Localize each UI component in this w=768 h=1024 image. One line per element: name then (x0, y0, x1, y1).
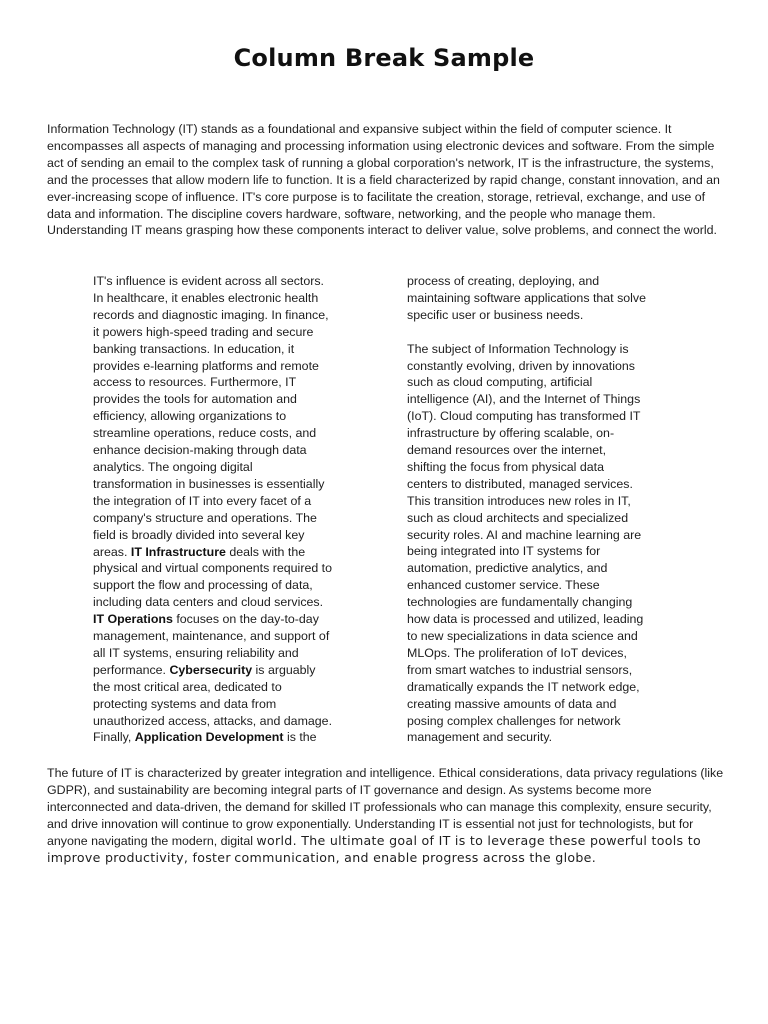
intro-line: science. It encompasses all aspects of managing and processing information using electronic devices and (47, 122, 672, 153)
outro-line: regulations (like GDPR), and sustainability are becoming integral parts of IT governance and design. As (47, 766, 724, 797)
left-line: streamline operations, reduce costs, and (93, 426, 317, 441)
term-application-development: Application Development (134, 730, 284, 745)
left-line: management, maintenance, and support of (93, 629, 330, 644)
outro-line: The future of IT is characterized by greater integration and intelligence. Ethical considerations, data privacy (47, 766, 633, 780)
right-column-paragraph-1 (407, 273, 679, 324)
right-line: infrastructure by offering scalable, on- (407, 426, 615, 441)
left-line: the most critical area, dedicated to (93, 679, 282, 694)
left-line-text: focuses on the day-to-day (172, 612, 319, 627)
left-line: unauthorized access, attacks, and damage. (93, 713, 333, 728)
left-line: In healthcare, it enables electronic health (93, 290, 319, 305)
outro-line: Understanding IT is essential not just for technologists, but for anyone navigating the modern, digital (47, 816, 694, 848)
right-line: automation, predictive analytics, and (407, 561, 608, 576)
right-line: (IoT). Cloud computing has transformed IT (407, 409, 641, 424)
right-line: process of creating, deploying, and (407, 274, 600, 288)
left-line: company's structure and operations. The (93, 510, 317, 525)
term-cybersecurity: Cybersecurity (169, 662, 253, 677)
left-line-text: deals with the (225, 544, 306, 559)
left-line: IT's influence is evident across all sectors. (93, 274, 324, 288)
intro-line: grasping how these components interact to deliver value, solve problems, and connect the world. (185, 223, 717, 238)
intro-line: purpose is to facilitate the creation, storage, retrieval, exchange, and use of data and information. The (47, 189, 706, 221)
left-line: banking transactions. In education, it (93, 341, 295, 356)
right-line: creating massive amounts of data and (407, 696, 617, 711)
right-line: to new specializations in data science and (407, 629, 638, 644)
left-column-paragraph (93, 273, 365, 746)
right-line: specific user or business needs. (407, 307, 584, 322)
left-line: provides e-learning platforms and remote (93, 358, 319, 373)
right-line: such as cloud architects and specialized (407, 510, 629, 525)
right-line: centers to distributed, managed services. (407, 476, 633, 491)
left-line-text: is the (283, 730, 317, 745)
left-line: records and diagnostic imaging. In finance, (93, 307, 329, 322)
right-line: The subject of Information Technology is (407, 341, 629, 356)
outro-line: communication, and enable progress across the globe. (234, 849, 597, 865)
page-title: Column Break Sample (233, 44, 535, 72)
outro-line: manage this complexity, ensure security, and drive innovation will continue to grow exponentially. (47, 799, 712, 831)
left-line (93, 544, 365, 561)
right-line: MLOps. The proliferation of IoT devices, (407, 645, 627, 660)
left-line (93, 662, 365, 679)
left-line: efficiency, allowing organizations to (93, 409, 287, 424)
term-it-operations: IT Operations (93, 612, 173, 627)
right-line: management and security. (407, 730, 553, 745)
left-line: enhance decision-making through data (93, 443, 307, 458)
left-line: it powers high-speed trading and secure (93, 324, 314, 339)
left-line-text: areas. (93, 544, 131, 559)
left-line: protecting systems and data from (93, 696, 277, 711)
right-line: from smart watches to industrial sensors, (407, 662, 633, 677)
left-line: including data centers and cloud services. (93, 595, 324, 610)
left-column (93, 273, 365, 746)
left-line: physical and virtual components required to (93, 561, 332, 576)
right-line: constantly evolving, driven by innovations (407, 358, 635, 373)
right-column-paragraph-2 (407, 341, 679, 747)
outro-line: world. The ultimate goal of IT is to leverage these powerful tools to improve productivity, foster (47, 832, 701, 865)
left-line: provides the tools for automation and (93, 392, 297, 407)
right-line: technologies are fundamentally changing (407, 595, 633, 610)
right-line: being integrated into IT systems for (407, 544, 601, 559)
intro-line: network, IT is the infrastructure, the systems, and the processes that allow modern life to function. It is a field (47, 155, 714, 187)
right-line: This transition introduces new roles in IT, (407, 493, 631, 508)
right-line: shifting the focus from physical data (407, 459, 604, 474)
left-line-text: Finally, (93, 730, 135, 745)
right-line: dramatically expands the IT network edge, (407, 679, 640, 694)
right-line: posing complex challenges for network (407, 713, 621, 728)
right-line: maintaining software applications that solve (407, 290, 646, 305)
outro-line: systems become more interconnected and data-driven, the demand for skilled IT professionals who can (47, 782, 652, 814)
right-line: security roles. AI and machine learning are (407, 527, 642, 542)
right-column (407, 273, 679, 746)
right-line: demand resources over the internet, (407, 443, 607, 458)
term-it-infrastructure: IT Infrastructure (130, 544, 226, 559)
left-line (93, 729, 365, 746)
left-line: transformation in businesses is essentially (93, 476, 325, 491)
left-line-text: performance. (93, 662, 170, 677)
right-line: such as cloud computing, artificial (407, 375, 593, 390)
intro-line: discipline covers hardware, software, networking, and the people who manage them. Understanding IT means (47, 206, 656, 238)
outro-paragraph (47, 765, 727, 866)
left-line-text: is arguably (252, 662, 316, 677)
intro-line: software. From the simple act of sending an email to the complex task of running a global corporation's (47, 138, 715, 170)
left-line: access to resources. Furthermore, IT (93, 375, 297, 390)
right-line: intelligence (AI), and the Internet of Things (407, 392, 641, 407)
left-line (93, 611, 365, 628)
intro-paragraph (47, 121, 727, 239)
left-line: analytics. The ongoing digital (93, 459, 253, 474)
right-line: enhanced customer service. These (407, 578, 600, 593)
intro-line: characterized by rapid change, constant innovation, and an ever-increasing scope of influence. IT's core (47, 172, 720, 204)
left-line: the integration of IT into every facet of a (93, 493, 312, 508)
left-line: field is broadly divided into several key (93, 527, 305, 542)
right-line: how data is processed and utilized, leading (407, 612, 644, 627)
left-line: support the flow and processing of data, (93, 578, 313, 593)
left-line: all IT systems, ensuring reliability and (93, 645, 299, 660)
intro-line: Information Technology (IT) stands as a foundational and expansive subject within the field of computer (47, 122, 613, 136)
